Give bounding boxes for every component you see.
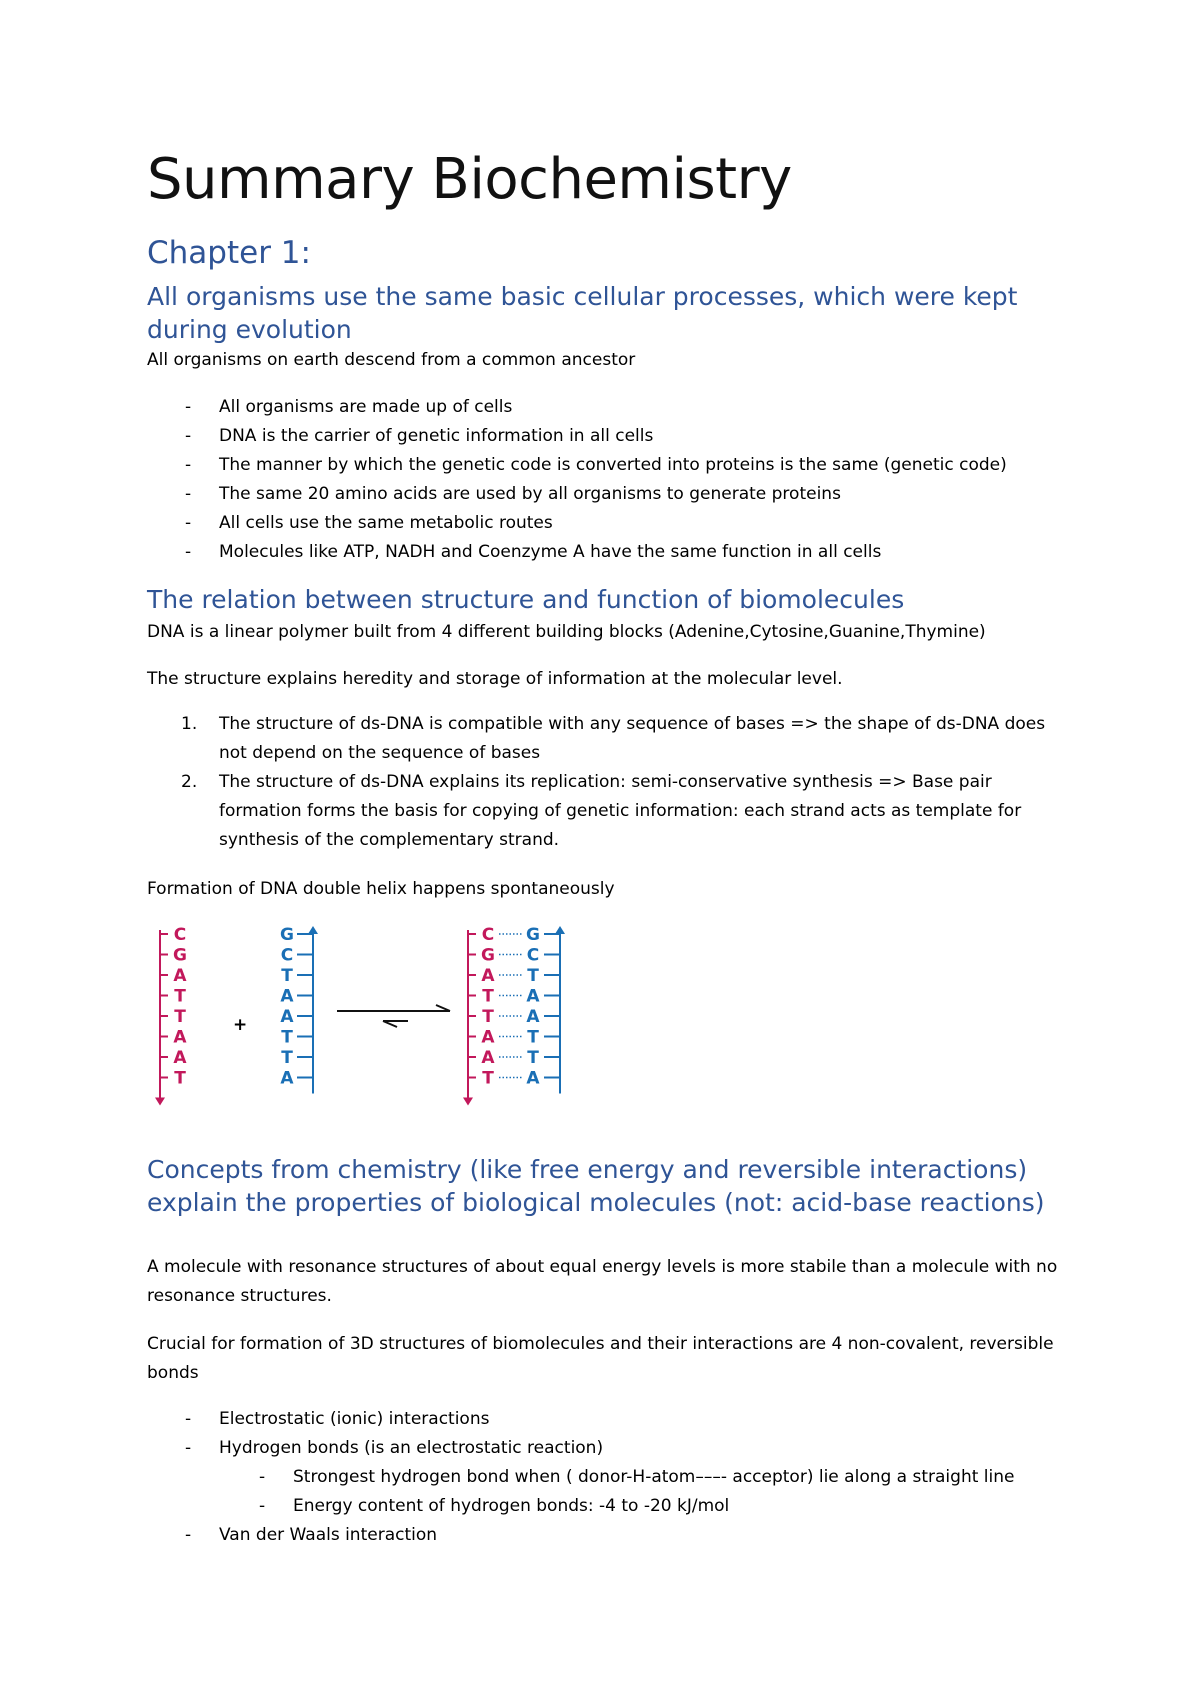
base-label: T — [174, 986, 186, 1007]
strand-direction-arrow-icon — [308, 926, 318, 934]
base-label: C — [526, 945, 540, 966]
base-label: T — [281, 1048, 293, 1068]
base-label: A — [280, 1007, 294, 1027]
base-label: A — [173, 966, 187, 986]
base-label: G — [526, 925, 540, 945]
list-item: - DNA is the carrier of genetic information in all cells — [147, 422, 1077, 451]
sub-list-item: - Strongest hydrogen bond when ( donor-H-atom–––- acceptor) lie along a straight line — [147, 1463, 1077, 1492]
sub-list-item: - Energy content of hydrogen bonds: -4 to -20 kJ/mol — [147, 1492, 1077, 1521]
chapter-heading: Chapter 1: — [147, 235, 311, 271]
base-label: T — [281, 1027, 293, 1048]
section1-intro: All organisms on earth descend from a common ancestor — [147, 350, 636, 370]
section1-bullet-list — [147, 393, 1077, 567]
section3-bullet-list — [147, 1405, 1077, 1550]
section3-paragraph-2: Crucial for formation of 3D structures of biomolecules and their interactions are 4 non-covalent, reversible bonds — [147, 1334, 1054, 1383]
base-label: T — [482, 1007, 494, 1027]
base-label: A — [526, 1007, 540, 1027]
section1-heading: All organisms use the same basic cellular processes, which were kept during evolution — [147, 282, 1018, 344]
section2-paragraph-1: DNA is a linear polymer built from 4 different building blocks (Adenine,Cytosine,Guanine,Thymine) — [147, 622, 986, 642]
single-strand-right — [280, 925, 318, 1094]
base-label: A — [526, 1068, 540, 1089]
strand-direction-arrow-icon — [463, 1098, 473, 1106]
section2-numbered-list — [147, 710, 1077, 855]
base-label: T — [281, 966, 293, 986]
double-strand — [463, 925, 565, 1106]
strand-direction-arrow-icon — [555, 926, 565, 934]
section3-heading: Concepts from chemistry (like free energy and reversible interactions) explain the properties of biological molecules (not: acid-base reactions) — [147, 1155, 1045, 1217]
base-label: T — [482, 1068, 494, 1089]
strand-direction-arrow-icon — [155, 1098, 165, 1106]
base-label: G — [481, 945, 495, 966]
base-label: A — [173, 1048, 187, 1068]
list-item: - All cells use the same metabolic routes — [147, 509, 1077, 538]
base-label: C — [280, 945, 294, 966]
section2-paragraph-2: The structure explains heredity and storage of information at the molecular level. — [147, 669, 843, 689]
plus-sign: + — [233, 1015, 248, 1035]
base-label: C — [173, 925, 187, 945]
dna-double-helix-figure — [150, 918, 610, 1108]
equilibrium-arrow-icon — [337, 1005, 450, 1027]
list-item: - The same 20 amino acids are used by all organisms to generate proteins — [147, 480, 1077, 509]
section2-paragraph-3: Formation of DNA double helix happens spontaneously — [147, 879, 615, 899]
base-label: T — [482, 986, 494, 1007]
base-label: A — [481, 966, 495, 986]
base-label: T — [174, 1068, 186, 1089]
base-label: A — [526, 986, 540, 1007]
list-item — [147, 710, 1077, 768]
base-label: A — [173, 1027, 187, 1048]
document-title: Summary Biochemistry — [147, 147, 792, 212]
base-label: T — [174, 1007, 186, 1027]
base-label: A — [481, 1048, 495, 1068]
base-label: A — [280, 1068, 294, 1089]
list-number: 1. — [181, 714, 198, 734]
list-number: 2. — [181, 772, 198, 792]
single-strand-left — [155, 925, 187, 1106]
base-label: T — [527, 1027, 539, 1048]
list-text: The structure of ds-DNA explains its replication: semi-conservative synthesis => Base pair formation forms the basis for copying of genetic information: each strand acts as template for synthesis of the complementary strand. — [219, 772, 1022, 850]
base-label: T — [527, 1048, 539, 1068]
list-item: - Hydrogen bonds (is an electrostatic reaction) — [147, 1434, 1077, 1463]
section3-paragraph-1: A molecule with resonance structures of about equal energy levels is more stabile than a molecule with no resonance structures. — [147, 1257, 1058, 1306]
list-item: - Electrostatic (ionic) interactions — [147, 1405, 1077, 1434]
base-label: T — [527, 966, 539, 986]
list-item: - All organisms are made up of cells — [147, 393, 1077, 422]
section2-heading: The relation between structure and function of biomolecules — [147, 585, 905, 614]
list-item: - The manner by which the genetic code is converted into proteins is the same (genetic code) — [147, 451, 1077, 480]
list-item — [147, 768, 1077, 855]
base-label: G — [173, 945, 187, 966]
list-text: The structure of ds-DNA is compatible with any sequence of bases => the shape of ds-DNA does not depend on the sequence of bases — [219, 714, 1046, 763]
base-label: A — [481, 1027, 495, 1048]
base-label: A — [280, 986, 294, 1007]
list-item: - Molecules like ATP, NADH and Coenzyme A have the same function in all cells — [147, 538, 1077, 567]
base-label: C — [481, 925, 495, 945]
base-label: G — [280, 925, 294, 945]
list-item: - Van der Waals interaction — [147, 1521, 1077, 1550]
